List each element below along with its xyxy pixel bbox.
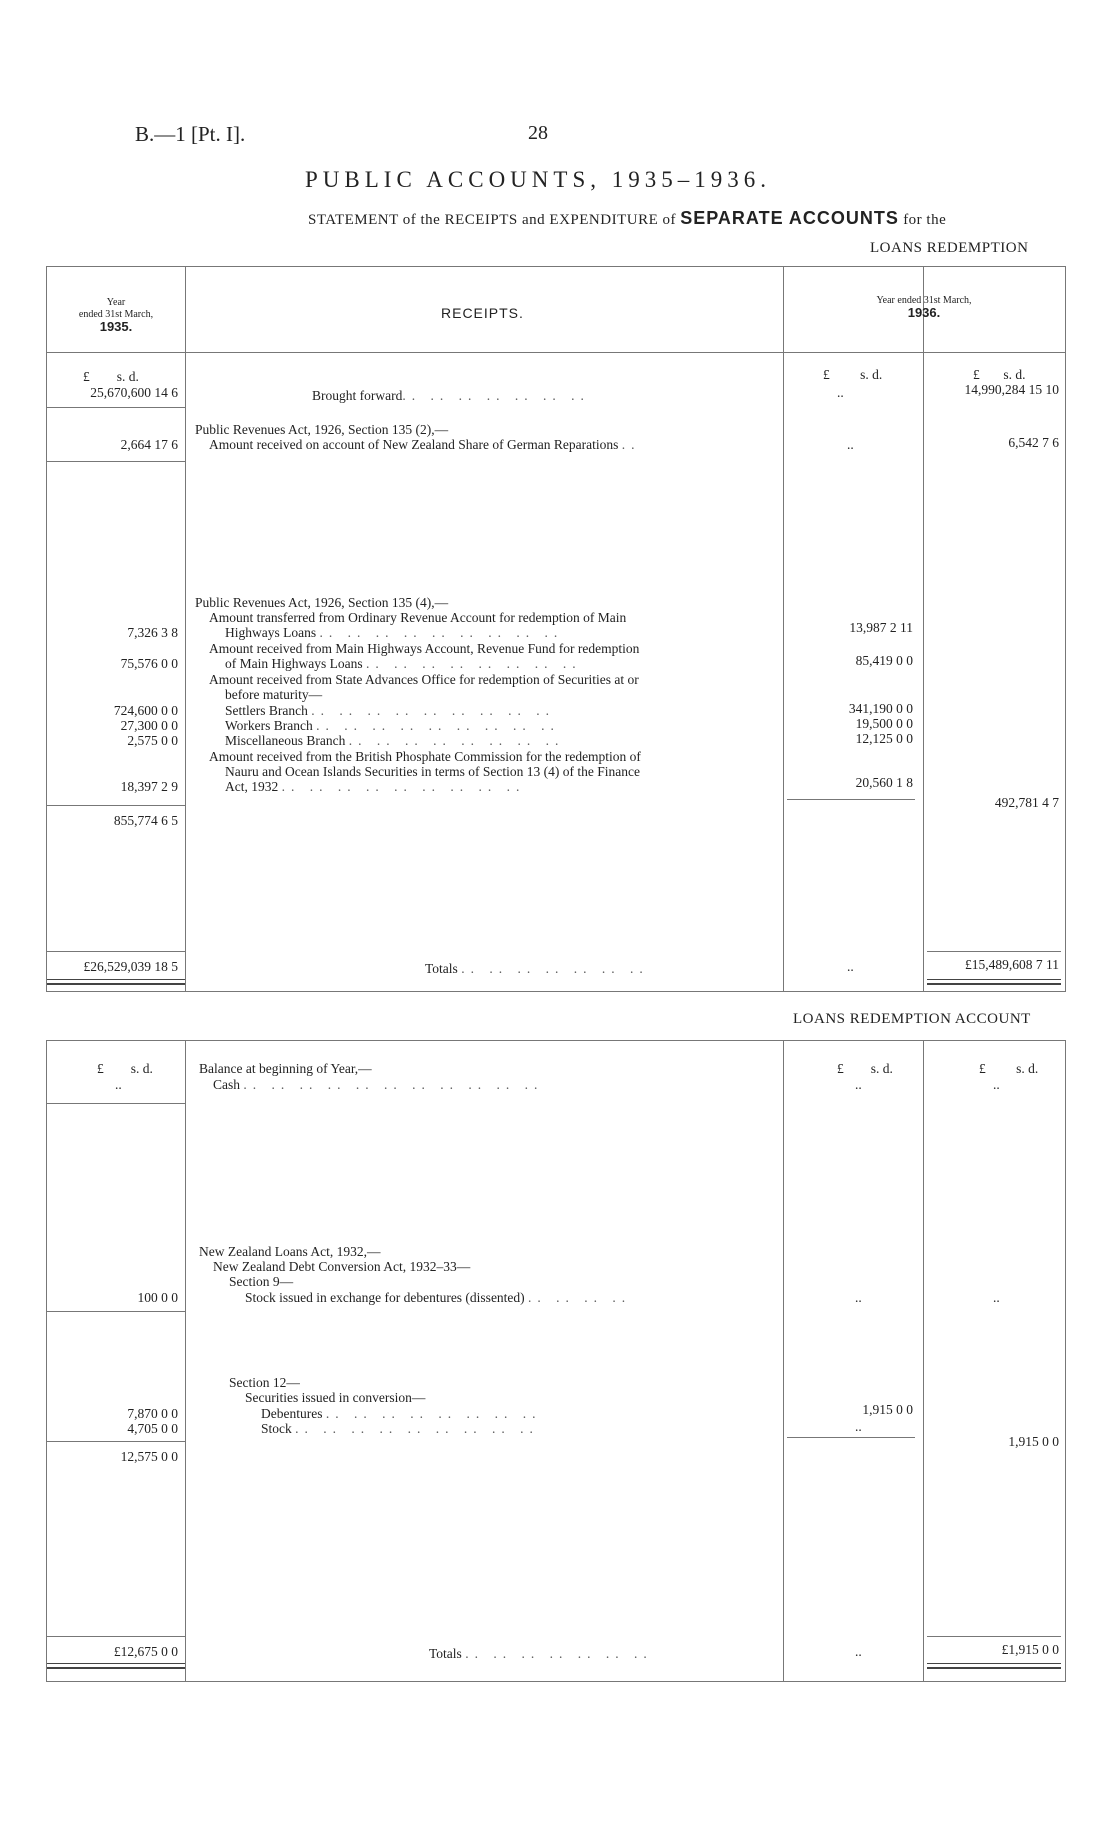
unit2-prev: £ s. d. [97, 1061, 153, 1076]
s135-4-prev2: 75,576 0 0 [120, 656, 178, 671]
lower-totals-label: Totals .. .. .. .. .. .. .. [429, 1646, 653, 1661]
s135-4-heading: Public Revenues Act, 1926, Section 135 (4),— [195, 595, 449, 610]
unit2-cur1: £ s. d. [837, 1061, 893, 1076]
statement-heading [308, 208, 946, 229]
workers-prev: 27,300 0 0 [120, 718, 178, 733]
cash-prev: .. [115, 1077, 122, 1092]
s135-4-cur4: 20,560 1 8 [855, 775, 913, 790]
s135-4-line2a: Amount received from Main Highways Account, Revenue Fund for redemption [209, 641, 640, 656]
misc-cur: 12,125 0 0 [855, 731, 913, 746]
s135-4-prev4: 18,397 2 9 [120, 779, 178, 794]
statement-pre: STATEMENT of the RECEIPTS and EXPENDITURE of [308, 212, 676, 228]
totals-label: Totals .. .. .. .. .. .. .. [425, 961, 649, 976]
stock-issued-cur1: .. [855, 1290, 862, 1305]
brought-forward-prev: 25,670,600 14 6 [90, 385, 178, 400]
statement-post: for the [903, 212, 947, 228]
stock-issued-prev: 100 0 0 [137, 1290, 178, 1305]
s135-4-line1b: Highways Loans .. .. .. .. .. .. .. .. .. [225, 625, 564, 640]
reparations-prev: 2,664 17 6 [120, 437, 178, 452]
unit-cur1: £ s. d. [823, 367, 883, 382]
reparations-heading: Public Revenues Act, 1926, Section 135 (2),— [195, 422, 449, 437]
unit-prev: £ s. d. [83, 369, 139, 384]
s135-4-line2b: of Main Highways Loans .. .. .. .. .. .. .. .. [225, 656, 582, 671]
settlers-branch-label: Settlers Branch .. .. .. .. .. .. .. .. .. [225, 703, 555, 718]
lower-subtotal-cur: 1,915 0 0 [1008, 1434, 1059, 1449]
section-9: Section 9— [229, 1274, 294, 1289]
nz-debt-conversion-act: New Zealand Debt Conversion Act, 1932–33— [213, 1259, 471, 1274]
lower-subtotal-prev: 12,575 0 0 [120, 1449, 178, 1464]
lower-totals-cur2: £1,915 0 0 [1001, 1642, 1059, 1657]
s135-4-line3b: before maturity— [225, 687, 323, 702]
misc-branch-label: Miscellaneous Branch .. .. .. .. .. .. .. .. [225, 733, 565, 748]
s135-4-line1a: Amount transferred from Ordinary Revenue Account for redemption of Main [209, 610, 627, 625]
statement-subtitle: LOANS REDEMPTION [870, 240, 1029, 256]
brought-forward-cur2: 14,990,284 15 10 [964, 382, 1059, 397]
s135-4-line4c: Act, 1932 .. .. .. .. .. .. .. .. .. [225, 779, 526, 794]
column-header-prev-year: Year ended 31st March, 1935. [78, 297, 154, 334]
section-12: Section 12— [229, 1375, 300, 1390]
debentures-cur: 1,915 0 0 [862, 1402, 913, 1417]
workers-cur: 19,500 0 0 [855, 716, 913, 731]
misc-prev: 2,575 0 0 [127, 733, 178, 748]
document-reference: B.—1 [Pt. I]. [135, 122, 246, 146]
stock-issued-label: Stock issued in exchange for debentures (dissented) .. .. .. .. [245, 1290, 632, 1305]
lower-totals-prev: £12,675 0 0 [113, 1644, 178, 1659]
debentures-prev: 7,870 0 0 [127, 1406, 178, 1421]
s135-4-prev1: 7,326 3 8 [127, 625, 178, 640]
page-title: PUBLIC ACCOUNTS, 1935–1936. [305, 167, 771, 192]
securities-label: Securities issued in conversion— [245, 1390, 426, 1405]
settlers-cur: 341,190 0 0 [848, 701, 913, 716]
s135-4-subtotal-prev: 855,774 6 5 [113, 813, 178, 828]
s135-4-cur2: 85,419 0 0 [855, 653, 913, 668]
totals-prev: £26,529,039 18 5 [83, 959, 178, 974]
statement-bold: SEPARATE ACCOUNTS [680, 208, 899, 228]
stock-issued-cur2: .. [993, 1290, 1000, 1305]
totals-cur2: £15,489,608 7 11 [965, 957, 1059, 972]
reparations-label: Amount received on account of New Zealand Share of German Reparations .. [209, 437, 641, 452]
s135-4-line4b: Nauru and Ocean Islands Securities in terms of Section 13 (4) of the Finance [225, 764, 641, 779]
s135-4-line3a: Amount received from State Advances Office for redemption of Securities at or [209, 672, 639, 687]
stock-cur: .. [855, 1419, 862, 1434]
s135-4-cur1: 13,987 2 11 [849, 620, 913, 635]
account-subtitle: LOANS REDEMPTION ACCOUNT [793, 1011, 1031, 1027]
page-number: 28 [528, 122, 548, 144]
workers-branch-label: Workers Branch .. .. .. .. .. .. .. .. .. [225, 718, 560, 733]
balance-heading: Balance at beginning of Year,— [199, 1061, 372, 1076]
brought-forward-cur1: .. [837, 385, 844, 400]
reparations-cur2: 6,542 7 6 [1008, 435, 1059, 450]
settlers-prev: 724,600 0 0 [113, 703, 178, 718]
stock-prev: 4,705 0 0 [127, 1421, 178, 1436]
cash-cur2: .. [993, 1077, 1000, 1092]
totals-cur1: .. [847, 959, 854, 974]
cash-cur1: .. [855, 1077, 862, 1092]
stock-label: Stock .. .. .. .. .. .. .. .. .. [261, 1421, 539, 1436]
s135-4-line4a: Amount received from the British Phosphate Commission for the redemption of [209, 749, 641, 764]
column-header-receipts: RECEIPTS. [441, 305, 524, 321]
brought-forward-label: Brought forward.. .. .. .. .. .. .. [312, 388, 590, 403]
receipts-table-lower [46, 1040, 1066, 1682]
unit-cur2: £ s. d. [973, 367, 1026, 382]
cash-label: Cash .. .. .. .. .. .. .. .. .. .. .. [213, 1077, 544, 1092]
nz-loans-act: New Zealand Loans Act, 1932,— [199, 1244, 381, 1259]
lower-totals-cur1: .. [855, 1644, 862, 1659]
unit2-cur2: £ s. d. [979, 1061, 1039, 1076]
column-header-cur-year: Year ended 31st March, 1936. [876, 295, 972, 320]
receipts-table-upper [46, 266, 1066, 992]
s135-4-subtotal-cur: 492,781 4 7 [994, 795, 1059, 810]
debentures-label: Debentures .. .. .. .. .. .. .. .. [261, 1406, 542, 1421]
reparations-cur1: .. [847, 437, 854, 452]
